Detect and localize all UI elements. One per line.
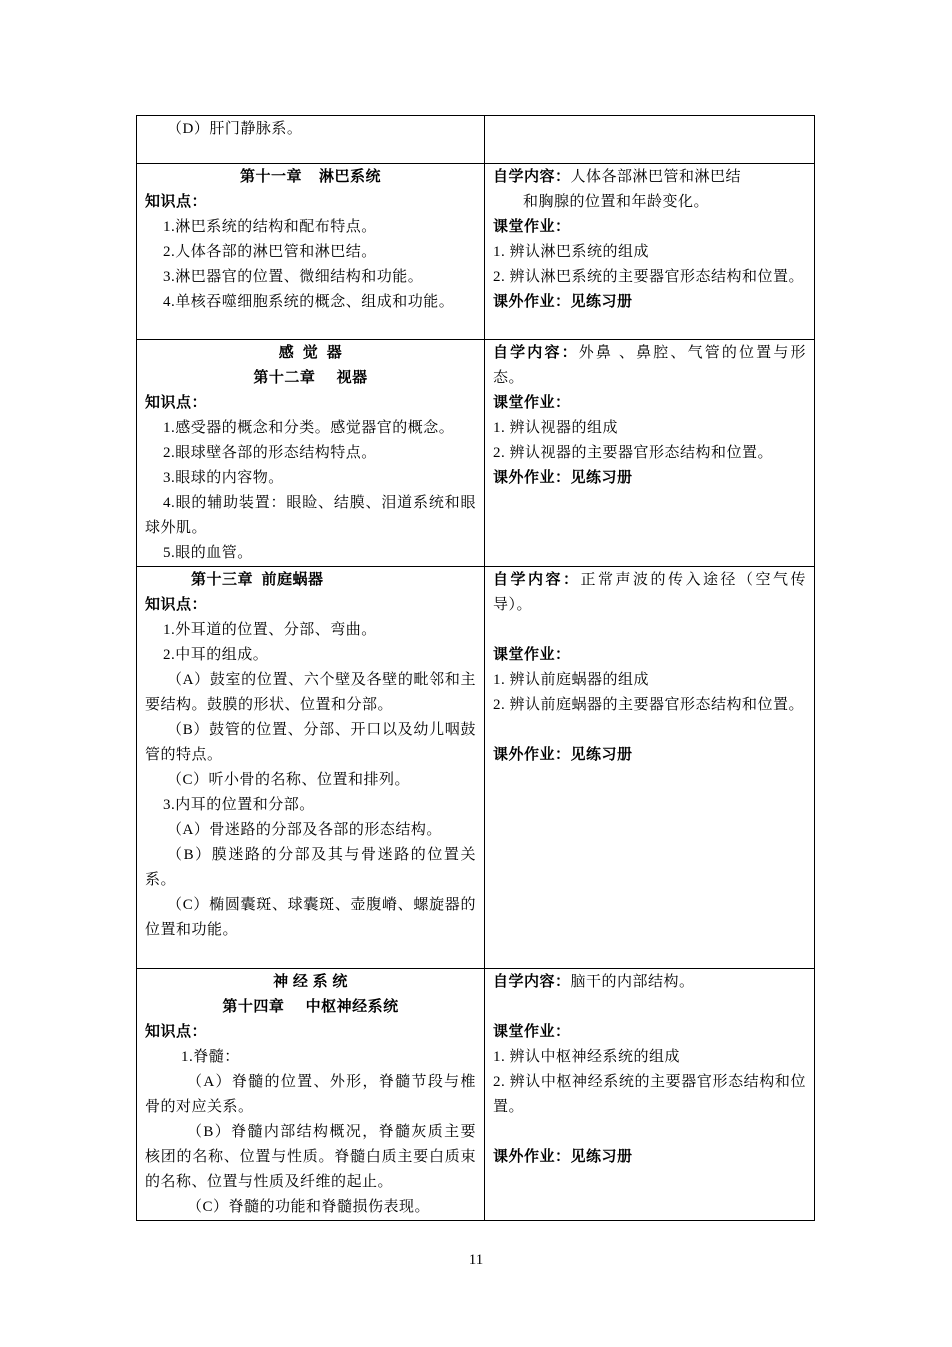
knowledge-subpoint: （A）脊髓的位置、外形，脊髓节段与椎骨的对应关系。 [145,1074,476,1115]
assignment-cell [485,969,815,1221]
knowledge-point: 1.感受器的概念和分类。感觉器官的概念。 [163,420,455,436]
classwork-item: 2. 辨认中枢神经系统的主要器官形态结构和位置。 [493,1074,806,1115]
knowledge-point: 3.内耳的位置和分部。 [163,797,315,813]
homework: 课外作业：见练习册 [493,294,633,310]
assignment-cell [485,164,815,340]
table-row [137,340,815,567]
knowledge-label: 知识点： [145,597,208,613]
self-study-label: 自学内容： [493,974,571,990]
knowledge-point: 1.外耳道的位置、分部、弯曲。 [163,622,377,638]
knowledge-point: 4.单核吞噬细胞系统的概念、组成和功能。 [163,294,455,310]
chapter-title: 第十一章 淋巴系统 [239,169,381,185]
spacer [493,718,806,743]
knowledge-cell [137,340,485,567]
knowledge-cell [137,164,485,340]
section-title: 神 经 系 统 [273,974,348,990]
knowledge-subpoint: （B）鼓管的位置、分部、开口以及幼儿咽鼓管的特点。 [145,722,476,763]
classwork-label: 课堂作业： [493,219,571,235]
self-study [493,568,806,618]
knowledge-cell [137,116,485,164]
table-row [137,164,815,340]
knowledge-subpoint: （B）膜迷路的分部及其与骨迷路的位置关系。 [145,847,476,888]
knowledge-point: 2.中耳的组成。 [163,647,269,663]
chapter-title: 第十四章 中枢神经系统 [222,999,399,1015]
knowledge-point: 3.淋巴器官的位置、微细结构和功能。 [163,269,424,285]
self-study-text: 脑干的内部结构。 [570,974,695,990]
homework: 课外作业：见练习册 [493,470,633,486]
self-study [493,341,806,391]
classwork-item: 2. 辨认视器的主要器官形态结构和位置。 [493,445,774,461]
homework: 课外作业：见练习册 [493,747,633,763]
assignment-cell [485,340,815,567]
classwork-item: 1. 辨认淋巴系统的组成 [493,244,650,260]
self-study [493,165,806,190]
classwork-item: 2. 辨认淋巴系统的主要器官形态结构和位置。 [493,269,805,285]
knowledge-subpoint: （C）听小骨的名称、位置和排列。 [167,772,411,788]
knowledge-label: 知识点： [145,194,208,210]
classwork-label: 课堂作业： [493,1024,571,1040]
page-number: 11 [468,1252,484,1268]
knowledge-point: 1.脊髓： [181,1049,240,1065]
chapter-title: 第十三章 前庭蜗器 [191,572,324,588]
self-study-text: 正常声波的传入途径（空气传导）。 [493,572,806,613]
assignment-cell [485,116,815,164]
table-row [137,567,815,969]
knowledge-point: （D）肝门静脉系。 [167,121,303,137]
knowledge-cell [137,969,485,1221]
classwork-label: 课堂作业： [493,395,571,411]
classwork-item: 2. 辨认前庭蜗器的主要器官形态结构和位置。 [493,697,805,713]
knowledge-cell [137,567,485,969]
knowledge-subpoint: （C）脊髓的功能和脊髓损伤表现。 [187,1199,431,1215]
knowledge-label: 知识点： [145,395,208,411]
syllabus-table [136,115,815,1221]
self-study-label: 自学内容： [493,572,581,588]
table-row [137,969,815,1221]
knowledge-point: 3.眼球的内容物。 [163,470,284,486]
self-study-label: 自学内容： [493,345,579,361]
knowledge-label: 知识点： [145,1024,208,1040]
spacer [493,618,806,643]
self-study [493,970,806,995]
classwork-item: 1. 辨认前庭蜗器的组成 [493,672,650,688]
knowledge-point: 1.淋巴系统的结构和配布特点。 [163,219,377,235]
self-study-text-cont: 和胸腺的位置和年龄变化。 [523,194,710,210]
knowledge-point: 5.眼的血管。 [163,545,253,561]
spacer [493,1120,806,1145]
classwork-item: 1. 辨认中枢神经系统的组成 [493,1049,681,1065]
knowledge-subpoint: （B）脊髓内部结构概况，脊髓灰质主要核团的名称、位置与性质。脊髓白质主要白质束的名称、位置与性质及纤维的起止。 [145,1124,476,1190]
self-study-text: 人体各部淋巴管和淋巴结 [570,169,742,185]
knowledge-point: 2.人体各部的淋巴管和淋巴结。 [163,244,377,260]
knowledge-subpoint: （C）椭圆囊斑、球囊斑、壶腹嵴、螺旋器的位置和功能。 [145,897,476,938]
homework: 课外作业：见练习册 [493,1149,633,1165]
table-row [137,116,815,164]
knowledge-subpoint: （A）骨迷路的分部及各部的形态结构。 [167,822,442,838]
spacer [493,995,806,1020]
knowledge-subpoint: （A）鼓室的位置、六个壁及各壁的毗邻和主要结构。鼓膜的形状、位置和分部。 [145,672,476,713]
section-title: 感 觉 器 [278,345,343,361]
assignment-cell [485,567,815,969]
self-study-text: 外鼻 、鼻腔、气管的位置与形态。 [493,345,806,386]
knowledge-point: 2.眼球壁各部的形态结构特点。 [163,445,377,461]
self-study-label: 自学内容： [493,169,571,185]
knowledge-point: 4.眼的辅助装置：眼睑、结膜、泪道系统和眼球外肌。 [145,495,476,536]
classwork-label: 课堂作业： [493,647,571,663]
classwork-item: 1. 辨认视器的组成 [493,420,619,436]
chapter-title: 第十二章 视器 [253,370,368,386]
